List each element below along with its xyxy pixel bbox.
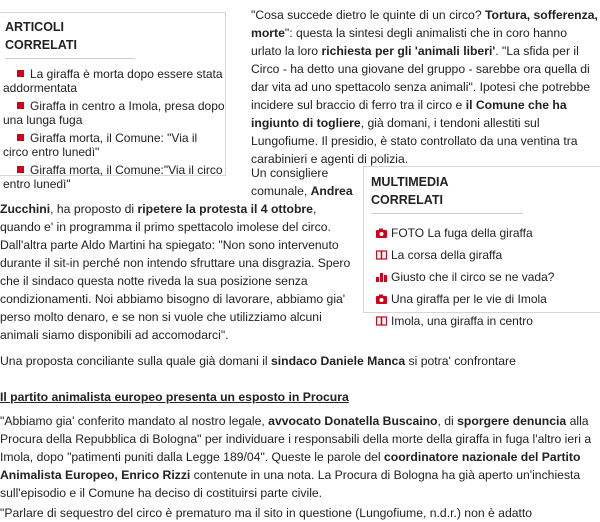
related-article-link[interactable]: Giraffa morta, il Comune: "Via il circo entro lunedì" xyxy=(3,131,198,159)
multimedia-link[interactable]: FOTO La fuga della giraffa xyxy=(391,226,533,240)
red-square-bullet-icon xyxy=(17,102,24,109)
multimedia-item xyxy=(364,222,600,244)
text-run: contenute in una nota. La Procura di Bologna ha già aperto un'inchiesta sull'episodio e il Comune ha deciso di costituirsi parte civile. xyxy=(0,468,581,500)
red-square-bullet-icon xyxy=(17,134,24,141)
text-run: , ha proposto di xyxy=(50,202,138,216)
related-articles-title: ARTICOLI CORRELATI xyxy=(5,18,135,59)
multimedia-link[interactable]: Una giraffa per le vie di Imola xyxy=(391,292,547,306)
text-run: , di xyxy=(437,414,458,428)
text-run: . "La sfida per il Circo - ha detto una giovane del gruppo - sarebbe ora quella di dar vita ad uno spettacolo senza animali". Ipotesi che potrebbe incidere sul braccio di ferro tra il circo e xyxy=(251,44,591,112)
multimedia-link[interactable]: Giusto che il circo se ne vada? xyxy=(391,270,555,284)
multimedia-link[interactable]: Imola, una giraffa in centro xyxy=(391,314,533,328)
camera-icon xyxy=(376,294,387,304)
camera-icon xyxy=(376,228,387,238)
text-run: alla Procura della Repubblica di Bologna" per individuare i responsabili della morte della giraffa in fuga l'altro ieri a Imola, dopo "patimenti puniti dalla Legge 189/04". Queste le parole del xyxy=(0,414,592,464)
bold-text: il Comune che ha ingiunto di togliere xyxy=(251,98,567,130)
related-multimedia-list xyxy=(364,222,600,332)
bold-text: ripetere la protesta il 4 ottobre xyxy=(137,202,313,216)
multimedia-item xyxy=(364,244,600,266)
article-paragraph-cutoff: "Parlare di sequestro del circo è prematuro ma il sito in questione (Lungofiume, n.d.r.) non è adatto xyxy=(0,506,533,520)
text-run: "Abbiamo gia' conferito mandato al nostro legale, xyxy=(0,414,269,428)
related-article-item xyxy=(0,99,225,127)
bold-text: Andrea xyxy=(310,184,353,198)
multimedia-item xyxy=(364,310,600,332)
bold-text: avvocato Donatella Buscaino xyxy=(268,414,438,428)
article-paragraph-complaint xyxy=(0,412,600,502)
related-articles-list xyxy=(0,67,225,191)
bold-text: sindaco Daniele Manca xyxy=(271,354,406,368)
bold-text: coordinatore nazionale del Partito Animalista Europeo, Enrico Rizzi xyxy=(0,450,581,482)
multimedia-item xyxy=(364,266,600,288)
book-icon xyxy=(376,250,387,260)
text-run: Una proposta conciliante sulla quale già domani il xyxy=(0,354,271,368)
text-run: , già domani, i tendoni allestiti sul Lungofiume. Il presidio, è stato controllato da una ventina tra carabinieri e agenti di polizia. xyxy=(251,116,578,166)
poll-icon xyxy=(376,272,387,282)
related-multimedia-title: MULTIMEDIA CORRELATI xyxy=(371,173,523,214)
book-icon xyxy=(376,316,387,326)
bold-text: Tortura, sofferenza, morte xyxy=(251,8,598,40)
related-article-item xyxy=(0,131,225,159)
multimedia-item xyxy=(364,288,600,310)
article-paragraph-mayor xyxy=(0,352,600,370)
related-article-link[interactable]: Giraffa morta, il Comune:"Via il circo entro lunedì" xyxy=(3,163,223,191)
red-square-bullet-icon xyxy=(17,166,24,173)
related-article-link[interactable]: La giraffa è morta dopo essere stata addormentata xyxy=(3,67,223,95)
text-run: , quando e' in programma il primo spettacolo imolese del circo. Dall'altra parte Aldo Martini ha spiegato: "Non sono intervenuto durante il sit-in perché non intendo sfruttare una disgrazia. Spero che il sindaco questa notte riveda la sua posizione senza condizionamenti. Noi abbiamo bisogno di lavorare, abbiamo gia' perso molto denaro, e se non si vuole che utilizziamo alcuni animali siamo disponibili ad accomodarci". xyxy=(0,202,351,342)
related-article-item xyxy=(0,67,225,95)
article-paragraph-councillor xyxy=(0,200,360,344)
related-articles-box xyxy=(0,12,226,191)
bold-text: Zucchini xyxy=(0,202,51,216)
related-article-link[interactable]: Giraffa in centro a Imola, presa dopo una lunga fuga xyxy=(3,99,225,127)
article-paragraph-protest xyxy=(251,6,600,168)
red-square-bullet-icon xyxy=(17,70,24,77)
text-run: ": questa la sintesi degli animalisti che in coro hanno urlato la loro xyxy=(251,26,567,58)
bold-text: sporgere denuncia xyxy=(457,414,567,428)
section-heading: Il partito animalista europeo presenta un esposto in Procura xyxy=(0,390,349,404)
text-run: si potra' confrontare xyxy=(405,354,516,368)
bold-text: richiesta per gli 'animali liberi' xyxy=(321,44,496,58)
related-multimedia-box xyxy=(363,166,600,328)
text-run: "Cosa succede dietro le quinte di un circo? xyxy=(251,8,485,22)
multimedia-link[interactable]: La corsa della giraffa xyxy=(391,248,503,262)
text-run: Un consigliere comunale, xyxy=(251,166,329,198)
related-article-item xyxy=(0,163,225,191)
article-paragraph-councillor-intro xyxy=(251,164,355,200)
